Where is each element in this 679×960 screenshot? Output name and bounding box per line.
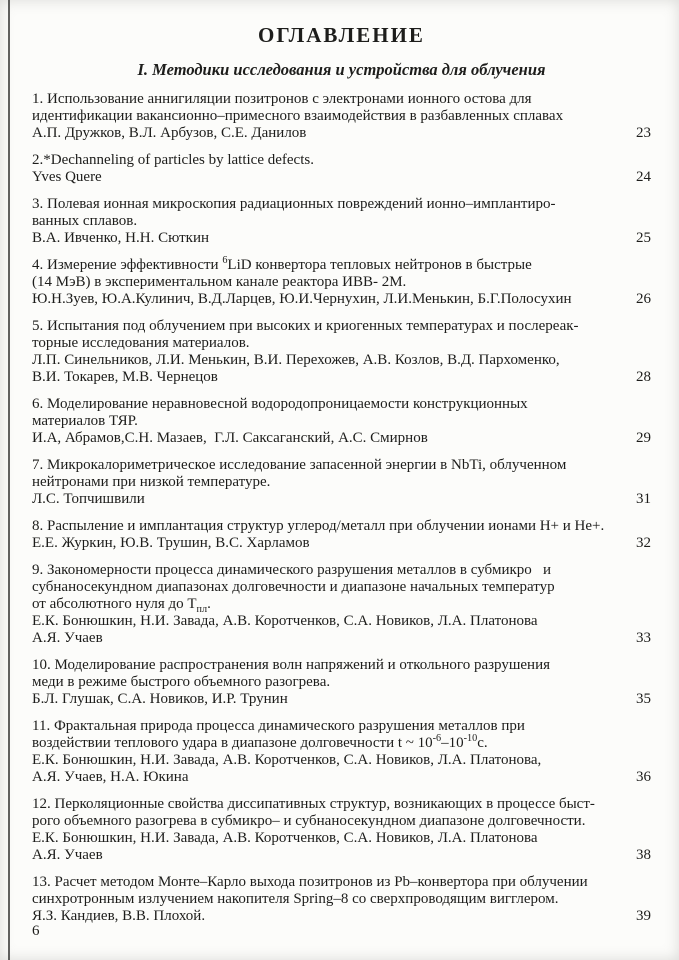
entry-page-number: 36 <box>636 769 651 785</box>
toc-entry <box>32 718 651 786</box>
entry-title-line: 10. Моделирование распространения волн напряжений и откольного разрушения <box>32 657 551 673</box>
toc-entry <box>32 657 651 708</box>
entry-title-line: 6. Моделирование неравновесной водородопроницаемости конструкционных <box>32 396 528 412</box>
entry-title-line: материалов ТЯР. <box>32 413 138 429</box>
toc-entry <box>32 318 651 386</box>
toc-entry <box>32 196 651 247</box>
entry-title-line <box>32 596 651 613</box>
entry-page-number: 29 <box>636 430 651 446</box>
entry-page-number: 23 <box>636 125 651 141</box>
sup-text: -10 <box>463 733 478 744</box>
entry-author-row <box>32 369 651 386</box>
entry-authors: И.А, Абрамов,С.Н. Мазаев, Г.Л. Саксаганский, А.С. Смирнов <box>32 430 428 446</box>
entry-authors: Е.Е. Журкин, Ю.В. Трушин, В.С. Харламов <box>32 535 310 551</box>
entry-title-line <box>32 257 651 274</box>
entry-title-line: 9. Закономерности процесса динамического разрушения металлов в субмикро и <box>32 562 552 578</box>
toc-entry <box>32 152 651 186</box>
entry-author-row <box>32 691 651 708</box>
entry-author-row <box>32 535 651 552</box>
entry-title-line <box>32 735 651 752</box>
entry-page-number: 39 <box>636 908 651 924</box>
sup-text: 6 <box>222 255 228 266</box>
toc-entry <box>32 457 651 508</box>
entry-title-line: нейтронами при низкой температуре. <box>32 474 271 490</box>
text-segment: LiD конвертора тепловых нейтронов в быстрые <box>227 257 532 273</box>
entry-page-number: 31 <box>636 491 651 507</box>
entry-title-line: субнаносекундном диапазонах долговечности и диапазоне начальных температур <box>32 579 555 595</box>
entry-title-line: торные исследования материалов. <box>32 335 250 351</box>
section-heading: I. Методики исследования и устройства для облучения <box>137 60 546 79</box>
entry-title-line: синхротронным излучением накопителя Spring–8 со сверхпроводящим вигглером. <box>32 891 559 907</box>
text-segment: воздействии теплового удара в диапазоне долговечности t ~ 10 <box>32 735 433 751</box>
text-segment: –10 <box>441 735 464 751</box>
entry-page-number: 26 <box>636 291 651 307</box>
entry-authors: В.А. Ивченко, Н.Н. Сюткин <box>32 230 210 246</box>
page-title: ОГЛАВЛЕНИЕ <box>258 23 425 47</box>
toc-entry <box>32 796 651 864</box>
entry-authors: Б.Л. Глушак, С.А. Новиков, И.Р. Трунин <box>32 691 288 707</box>
entry-authors: Л.П. Синельников, Л.И. Менькин, В.И. Перехожев, А.В. Козлов, В.Д. Пархоменко, <box>32 352 560 368</box>
entry-title-line: 2.*Dechanneling of particles by lattice defects. <box>32 152 314 168</box>
entry-title-line: 13. Расчет методом Монте–Карло выхода позитронов из Pb–конвертора при облучении <box>32 874 588 890</box>
entry-author-row <box>32 847 651 864</box>
entry-authors: Е.К. Бонюшкин, Н.И. Завада, А.В. Коротченков, С.А. Новиков, Л.А. Платонова, <box>32 752 542 768</box>
entry-author-row <box>32 613 651 630</box>
entry-title-line: (14 МэВ) в экспериментальном канале реактора ИВВ- 2М. <box>32 274 407 290</box>
entry-authors: В.И. Токарев, М.В. Чернецов <box>32 369 218 385</box>
entry-authors: Ю.Н.Зуев, Ю.А.Кулинич, В.Д.Ларцев, Ю.И.Чернухин, Л.И.Менькин, Б.Г.Полосухин <box>32 291 572 307</box>
entry-authors: А.Я. Учаев <box>32 630 103 646</box>
entry-title-line: 11. Фрактальная природа процесса динамического разрушения металлов при <box>32 718 525 734</box>
entry-author-row <box>32 291 651 308</box>
entry-page-number: 38 <box>636 847 651 863</box>
entry-title-line: 5. Испытания под облучением при высоких и криогенных температурах и послереак- <box>32 318 579 334</box>
entry-author-row <box>32 769 651 786</box>
toc-entry <box>32 396 651 447</box>
sup-text: -6 <box>432 733 442 744</box>
toc-entry <box>32 562 651 647</box>
sub-text: пл <box>196 604 208 615</box>
entry-author-row <box>32 830 651 847</box>
entry-title-line: 12. Перколяционные свойства диссипативных структур, возникающих в процессе быст- <box>32 796 595 812</box>
entry-authors: Л.С. Топчишвили <box>32 491 145 507</box>
text-segment: от абсолютного нуля до Т <box>32 596 197 612</box>
entry-title-line: 8. Распыление и имплантация структур углерод/металл при облучении ионами H+ и He+. <box>32 518 605 534</box>
entry-title-line: 7. Микрокалориметрическое исследование запасенной энергии в NbTi, облученном <box>32 457 567 473</box>
entry-author-row <box>32 752 651 769</box>
entry-authors: А.П. Дружков, В.Л. Арбузов, С.Е. Данилов <box>32 125 307 141</box>
entry-title-line: 3. Полевая ионная микроскопия радиационных повреждений ионно–имплантиро- <box>32 196 556 212</box>
entry-author-row <box>32 352 651 369</box>
entry-authors: А.Я. Учаев, Н.А. Юкина <box>32 769 189 785</box>
entry-author-row <box>32 430 651 447</box>
entry-page-number: 32 <box>636 535 651 551</box>
entry-author-row <box>32 169 651 186</box>
entry-title-line: меди в режиме быстрого объемного разогрева. <box>32 674 331 690</box>
entry-authors: А.Я. Учаев <box>32 847 103 863</box>
entry-authors: Е.К. Бонюшкин, Н.И. Завада, А.В. Коротченков, С.А. Новиков, Л.А. Платонова <box>32 613 538 629</box>
entry-author-row <box>32 230 651 247</box>
entry-page-number: 28 <box>636 369 651 385</box>
entry-title-line: 1. Использование аннигиляции позитронов с электронами ионного остова для <box>32 91 532 107</box>
entry-title-line: рого объемного разогрева в субмикро– и субнаносекундном диапазоне долговечности. <box>32 813 586 829</box>
entry-page-number: 35 <box>636 691 651 707</box>
toc-entry <box>32 257 651 308</box>
text-segment: с. <box>477 735 488 751</box>
entry-authors: Я.З. Кандиев, В.В. Плохой. <box>32 908 206 924</box>
scan-edge-line <box>8 0 10 960</box>
entry-author-row <box>32 630 651 647</box>
text-segment: . <box>207 596 211 612</box>
toc-entry <box>32 518 651 552</box>
entry-page-number: 33 <box>636 630 651 646</box>
footer-page-number: 6 <box>32 923 40 939</box>
entry-title-line: ванных сплавов. <box>32 213 138 229</box>
entry-author-row <box>32 125 651 142</box>
toc-entries <box>32 91 651 925</box>
toc-entry <box>32 874 651 925</box>
entry-authors: Е.К. Бонюшкин, Н.И. Завада, А.В. Коротченков, С.А. Новиков, Л.А. Платонова <box>32 830 538 846</box>
text-segment: 4. Измерение эффективности <box>32 257 223 273</box>
entry-author-row <box>32 491 651 508</box>
toc-entry <box>32 91 651 142</box>
entry-page-number: 24 <box>636 169 651 185</box>
entry-page-number: 25 <box>636 230 651 246</box>
entry-author-row <box>32 908 651 925</box>
entry-title-line: идентификации вакансионно–примесного взаимодействия в разбавленных сплавах <box>32 108 564 124</box>
entry-authors: Yves Quere <box>32 169 102 185</box>
